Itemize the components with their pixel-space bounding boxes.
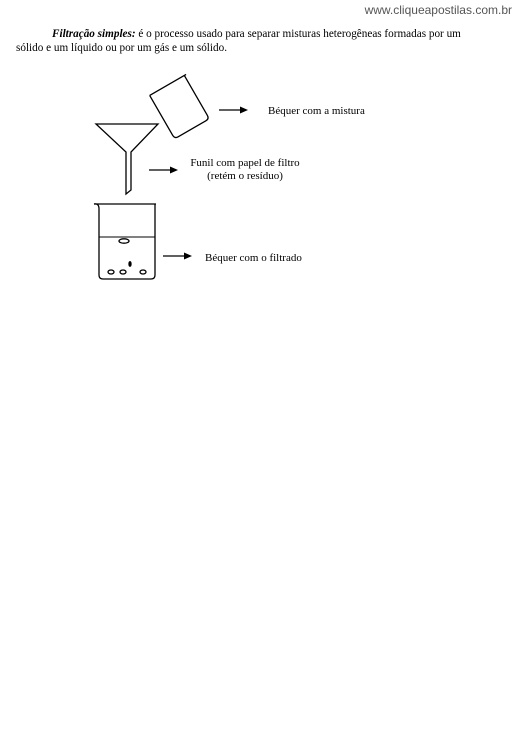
arrow-filtrate <box>163 253 192 260</box>
arrow-beaker-mixture <box>219 107 248 114</box>
label-funnel <box>182 157 308 183</box>
label-funnel-line2: (retém o resíduo) <box>207 170 283 182</box>
filtrate-beaker <box>94 204 156 279</box>
intro-text: é o processo usado para separar misturas heterogêneas formadas por um sólido e um líquido ou por um gás e um sólido. <box>16 28 461 55</box>
intro-term: Filtração simples: <box>52 28 136 41</box>
funnel <box>96 124 158 194</box>
label-funnel-line1: Funil com papel de filtro <box>190 157 300 169</box>
label-beaker-filtrate: Béquer com o filtrado <box>205 252 302 264</box>
label-beaker-mixture: Béquer com a mistura <box>268 105 365 117</box>
arrow-funnel <box>149 167 178 174</box>
site-watermark: www.cliqueapostilas.com.br <box>364 3 512 17</box>
tilted-beaker <box>150 74 211 138</box>
